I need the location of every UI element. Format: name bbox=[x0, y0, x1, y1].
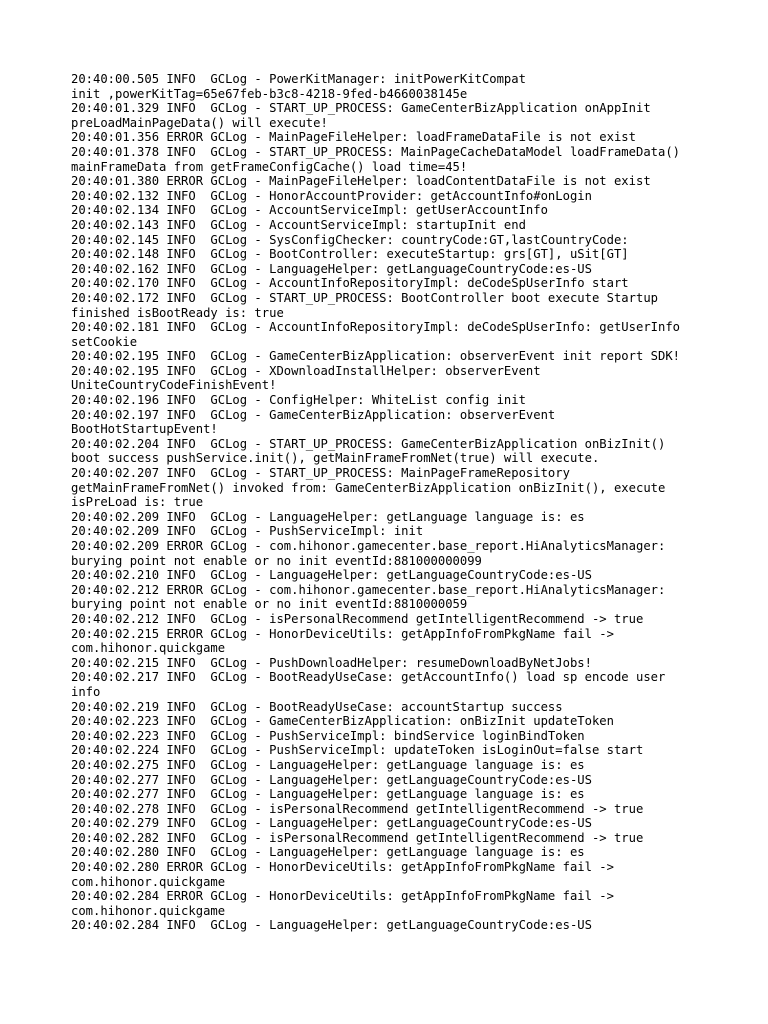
log-line: com.hihonor.quickgame bbox=[71, 903, 226, 918]
log-line: 20:40:02.275 INFO GCLog - LanguageHelper: getLanguage language is: es bbox=[71, 757, 585, 772]
log-line: 20:40:02.209 INFO GCLog - LanguageHelper: getLanguage language is: es bbox=[71, 509, 585, 524]
log-line: 20:40:02.280 ERROR GCLog - HonorDeviceUtils: getAppInfoFromPkgName fail -> bbox=[71, 860, 614, 875]
log-line: 20:40:01.378 INFO GCLog - START_UP_PROCESS: MainPageCacheDataModel loadFrameData() bbox=[71, 144, 681, 159]
log-line: getMainFrameFromNet() invoked from: GameCenterBizApplication onBizInit(), execute bbox=[71, 480, 666, 495]
log-line: 20:40:02.196 INFO GCLog - ConfigHelper: WhiteList config init bbox=[71, 393, 526, 408]
log-line: 20:40:01.329 INFO GCLog - START_UP_PROCESS: GameCenterBizApplication onAppInit bbox=[71, 101, 651, 116]
log-line: 20:40:02.195 INFO GCLog - XDownloadInstallHelper: observerEvent bbox=[71, 363, 541, 378]
log-line: boot success pushService.init(), getMainFrameFromNet(true) will execute. bbox=[71, 451, 600, 466]
log-line: UniteCountryCodeFinishEvent! bbox=[71, 378, 277, 393]
log-line: 20:40:02.223 INFO GCLog - GameCenterBizApplication: onBizInit updateToken bbox=[71, 714, 614, 729]
log-line: 20:40:02.279 INFO GCLog - LanguageHelper: getLanguageCountryCode:es-US bbox=[71, 816, 592, 831]
log-line: com.hihonor.quickgame bbox=[71, 641, 226, 656]
log-line: 20:40:02.277 INFO GCLog - LanguageHelper: getLanguage language is: es bbox=[71, 787, 585, 802]
log-line: com.hihonor.quickgame bbox=[71, 874, 226, 889]
log-line: 20:40:02.282 INFO GCLog - isPersonalRecommend getIntelligentRecommend -> true bbox=[71, 830, 644, 845]
log-line: 20:40:02.197 INFO GCLog - GameCenterBizApplication: observerEvent bbox=[71, 407, 556, 422]
log-line: 20:40:02.195 INFO GCLog - GameCenterBizApplication: observerEvent init report SDK! bbox=[71, 349, 681, 364]
log-line: 20:40:02.181 INFO GCLog - AccountInfoRepositoryImpl: deCodeSpUserInfo: getUserInfo bbox=[71, 320, 681, 335]
log-line: 20:40:02.277 INFO GCLog - LanguageHelper: getLanguageCountryCode:es-US bbox=[71, 772, 592, 787]
log-line: burying point not enable or no init eventId:8810000059 bbox=[71, 597, 468, 612]
log-line: isPreLoad is: true bbox=[71, 495, 204, 510]
log-line: 20:40:02.207 INFO GCLog - START_UP_PROCESS: MainPageFrameRepository bbox=[71, 466, 570, 481]
log-line: 20:40:02.162 INFO GCLog - LanguageHelper: getLanguageCountryCode:es-US bbox=[71, 261, 592, 276]
log-line: 20:40:02.284 ERROR GCLog - HonorDeviceUtils: getAppInfoFromPkgName fail -> bbox=[71, 889, 614, 904]
log-line: 20:40:01.380 ERROR GCLog - MainPageFileHelper: loadContentDataFile is not exist bbox=[71, 174, 651, 189]
log-line: 20:40:02.215 ERROR GCLog - HonorDeviceUtils: getAppInfoFromPkgName fail -> bbox=[71, 626, 614, 641]
log-line: init ,powerKitTag=65e67feb-b3c8-4218-9fed-b4660038145e bbox=[71, 86, 468, 101]
log-line: 20:40:02.219 INFO GCLog - BootReadyUseCase: accountStartup success bbox=[71, 699, 563, 714]
log-line: 20:40:02.132 INFO GCLog - HonorAccountProvider: getAccountInfo#onLogin bbox=[71, 188, 592, 203]
log-line: 20:40:02.170 INFO GCLog - AccountInfoRepositoryImpl: deCodeSpUserInfo start bbox=[71, 276, 629, 291]
log-line: 20:40:02.209 INFO GCLog - PushServiceImpl: init bbox=[71, 524, 424, 539]
log-line: 20:40:02.212 INFO GCLog - isPersonalRecommend getIntelligentRecommend -> true bbox=[71, 611, 644, 626]
log-line: 20:40:02.215 INFO GCLog - PushDownloadHelper: resumeDownloadByNetJobs! bbox=[71, 655, 592, 670]
log-line: 20:40:02.224 INFO GCLog - PushServiceImpl: updateToken isLoginOut=false start bbox=[71, 743, 644, 758]
log-line: 20:40:02.145 INFO GCLog - SysConfigChecker: countryCode:GT,lastCountryCode: bbox=[71, 232, 629, 247]
log-line: burying point not enable or no init eventId:881000000099 bbox=[71, 553, 482, 568]
log-line: 20:40:02.172 INFO GCLog - START_UP_PROCESS: BootController boot execute Startup bbox=[71, 290, 658, 305]
log-line: 20:40:01.356 ERROR GCLog - MainPageFileHelper: loadFrameDataFile is not exist bbox=[71, 130, 636, 145]
log-line: 20:40:02.209 ERROR GCLog - com.hihonor.gamecenter.base_report.HiAnalyticsManager: bbox=[71, 539, 666, 553]
log-line: info bbox=[71, 684, 101, 699]
log-line: 20:40:00.505 INFO GCLog - PowerKitManager: initPowerKitCompat bbox=[71, 72, 526, 86]
log-line: 20:40:02.210 INFO GCLog - LanguageHelper: getLanguageCountryCode:es-US bbox=[71, 568, 592, 583]
log-line: 20:40:02.148 INFO GCLog - BootController: executeStartup: grs[GT], uSit[GT] bbox=[71, 247, 629, 262]
log-line: mainFrameData from getFrameConfigCache() load time=45! bbox=[71, 159, 468, 174]
log-line: 20:40:02.134 INFO GCLog - AccountServiceImpl: getUserAccountInfo bbox=[71, 203, 548, 218]
log-line: BootHotStartupEvent! bbox=[71, 422, 218, 437]
log-line: 20:40:02.143 INFO GCLog - AccountServiceImpl: startupInit end bbox=[71, 217, 526, 232]
log-line: preLoadMainPageData() will execute! bbox=[71, 115, 328, 130]
log-line: 20:40:02.204 INFO GCLog - START_UP_PROCESS: GameCenterBizApplication onBizInit() bbox=[71, 436, 666, 451]
log-line: 20:40:02.223 INFO GCLog - PushServiceImpl: bindService loginBindToken bbox=[71, 728, 585, 743]
log-line: 20:40:02.278 INFO GCLog - isPersonalRecommend getIntelligentRecommend -> true bbox=[71, 801, 644, 816]
log-line: finished isBootReady is: true bbox=[71, 305, 284, 320]
log-line: setCookie bbox=[71, 334, 138, 349]
log-line: 20:40:02.284 INFO GCLog - LanguageHelper: getLanguageCountryCode:es-US bbox=[71, 918, 592, 933]
log-line: 20:40:02.280 INFO GCLog - LanguageHelper: getLanguage language is: es bbox=[71, 845, 585, 860]
log-line: 20:40:02.212 ERROR GCLog - com.hihonor.gamecenter.base_report.HiAnalyticsManager: bbox=[71, 582, 666, 597]
log-line: 20:40:02.217 INFO GCLog - BootReadyUseCase: getAccountInfo() load sp encode user bbox=[71, 670, 666, 685]
log-document bbox=[71, 72, 711, 933]
